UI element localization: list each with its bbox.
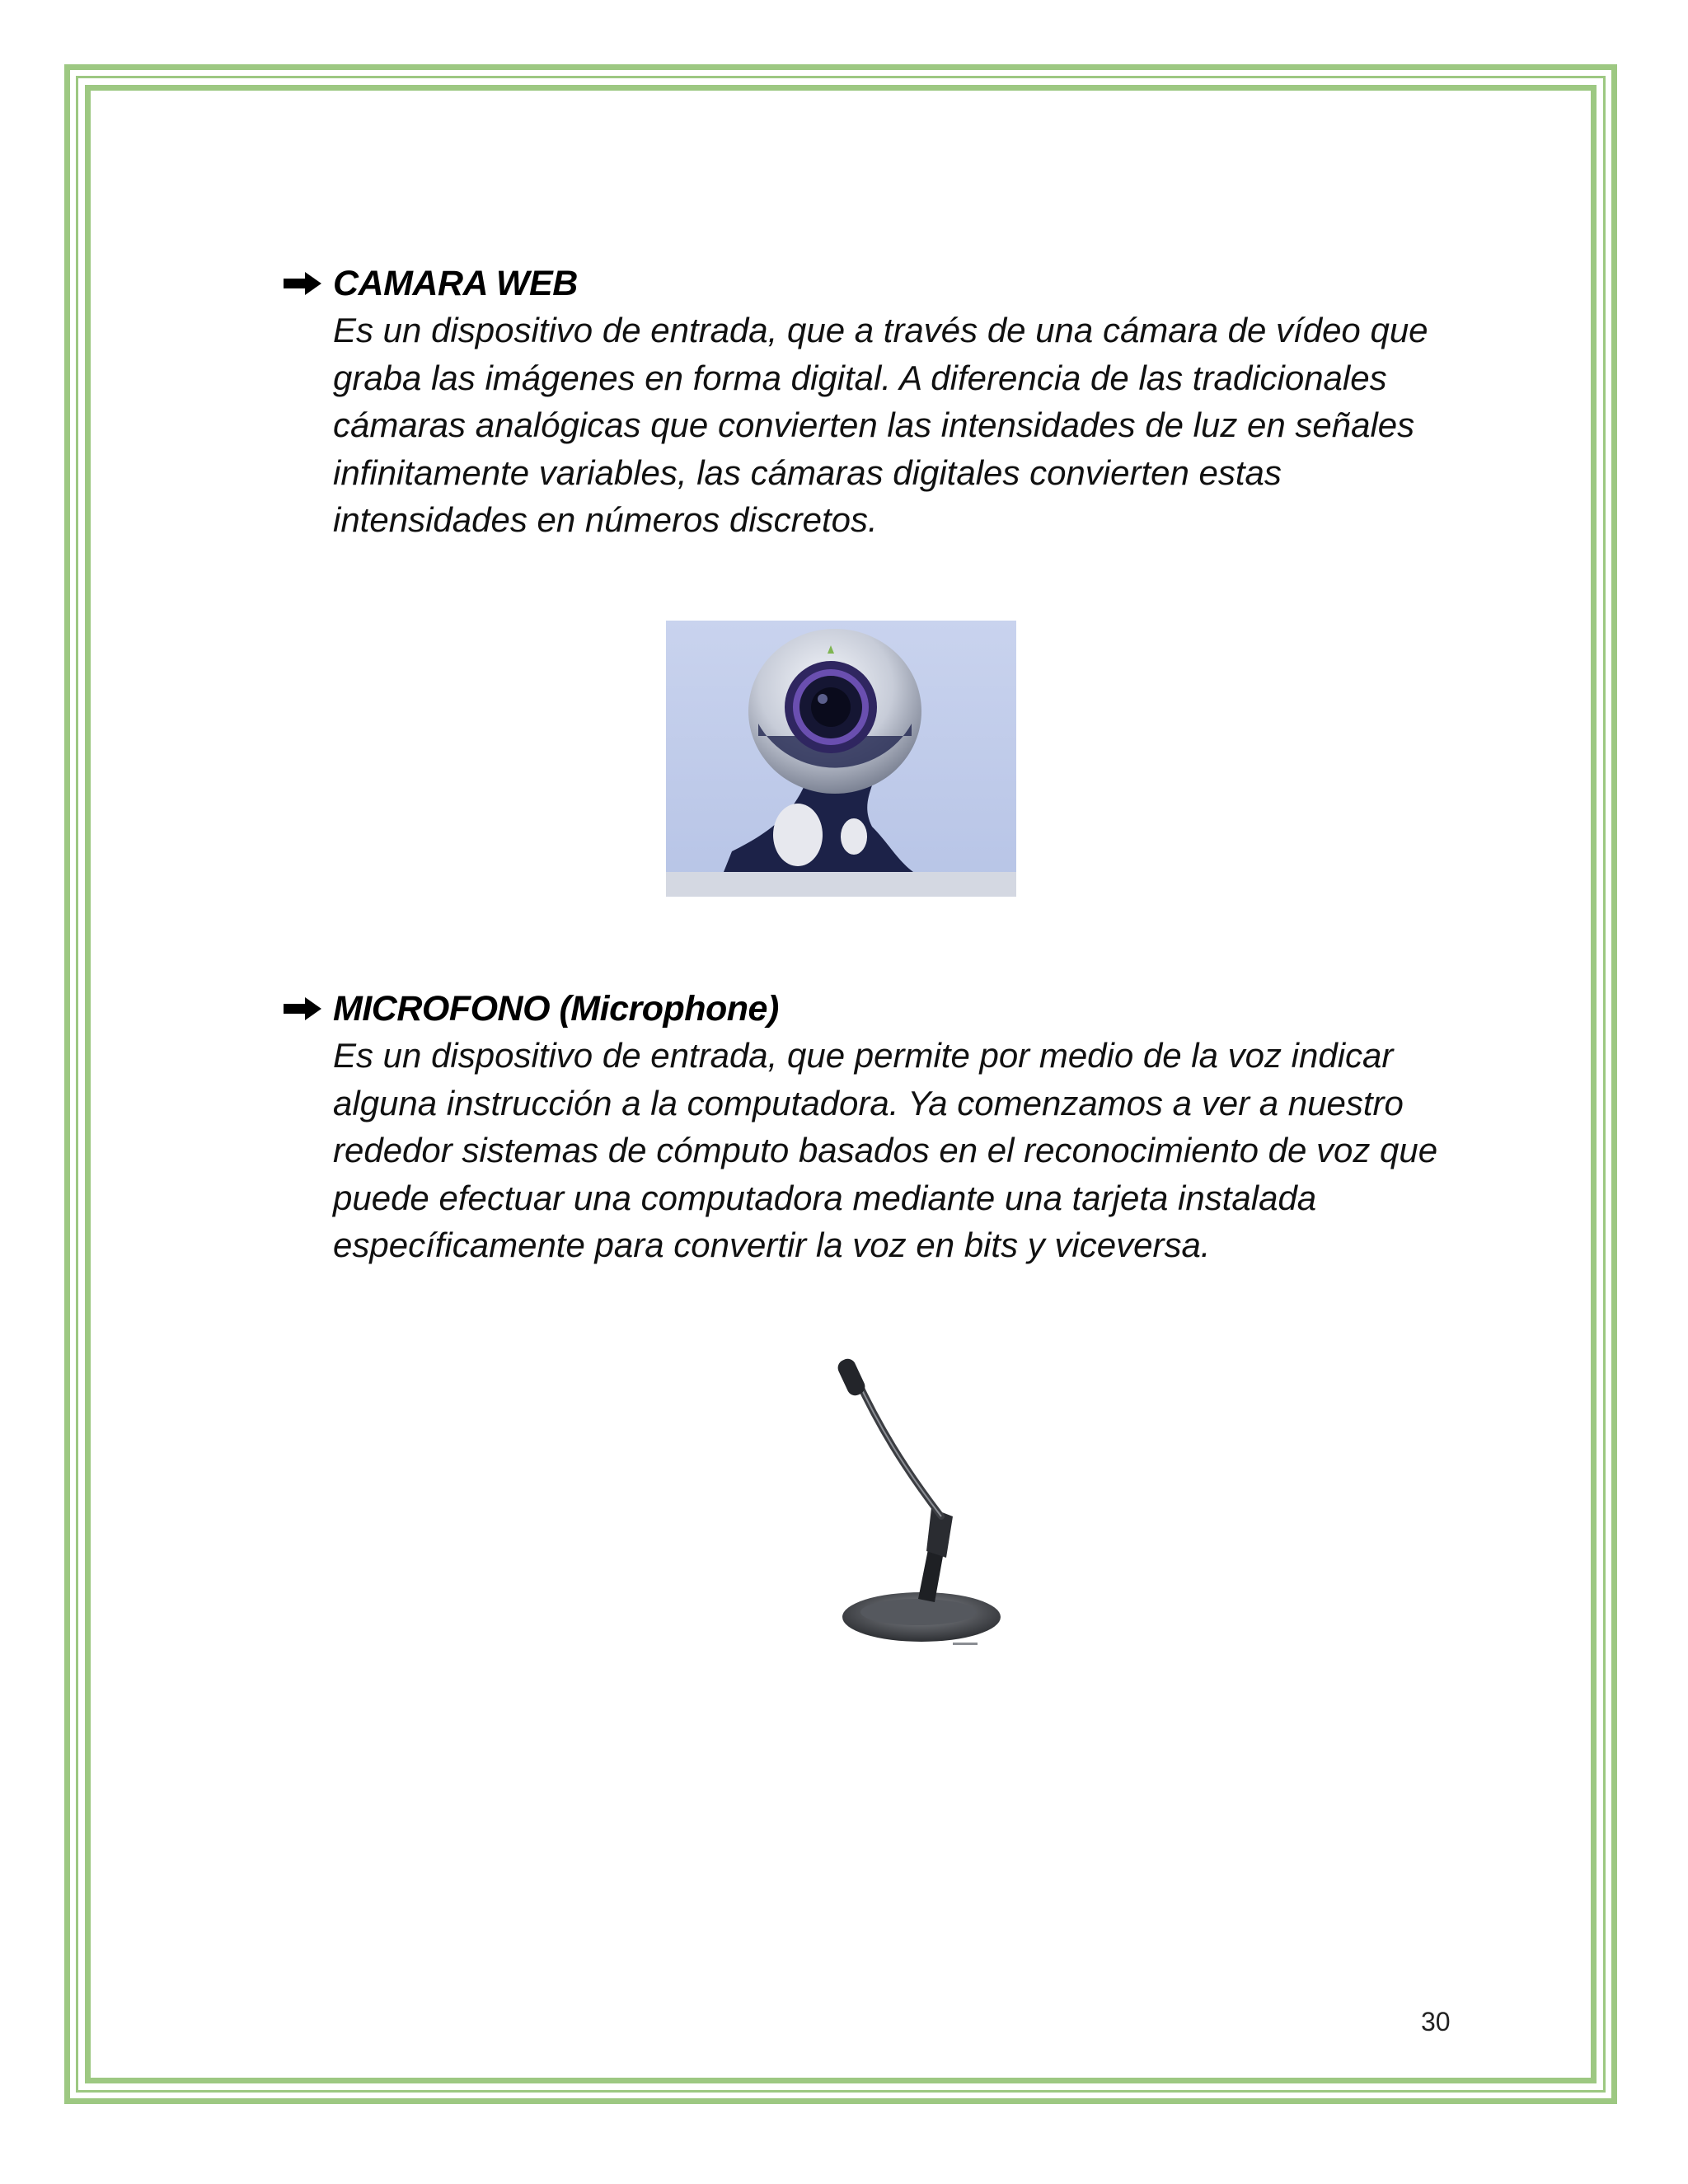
microphone-image [829,1352,1010,1648]
arrow-right-icon [279,267,331,300]
section-title: MICROFONO (Microphone) [333,988,779,1029]
page-number: 30 [1421,2007,1451,2036]
svg-text:▬▬▬: ▬▬▬ [953,1638,978,1647]
arrow-right-icon [279,992,331,1025]
section-microfono [279,986,1457,1269]
webcam-image [666,621,1016,897]
section-heading [279,986,1457,1032]
section-camara-web [279,260,1457,544]
section-paragraph: Es un dispositivo de entrada, que permite por medio de la voz indicar alguna instrucción a la computadora. Ya comenzamos a ver a nuestro rededor sistemas de cómputo basados en el reconocimiento de voz que puede efectuar una computadora mediante una tarjeta instalada específicamente para convertir la voz en bits y viceversa. [333,1036,1438,1264]
section-title: CAMARA WEB [333,263,578,303]
section-heading [279,260,1457,307]
section-paragraph: Es un dispositivo de entrada, que a través de una cámara de vídeo que graba las imágenes en forma digital. A diferencia de las tradicionales cámaras analógicas que convierten las intensidades de luz en señales infinitamente variables, las cámaras digitales convierten estas intensidades en números discretos. [333,311,1428,539]
